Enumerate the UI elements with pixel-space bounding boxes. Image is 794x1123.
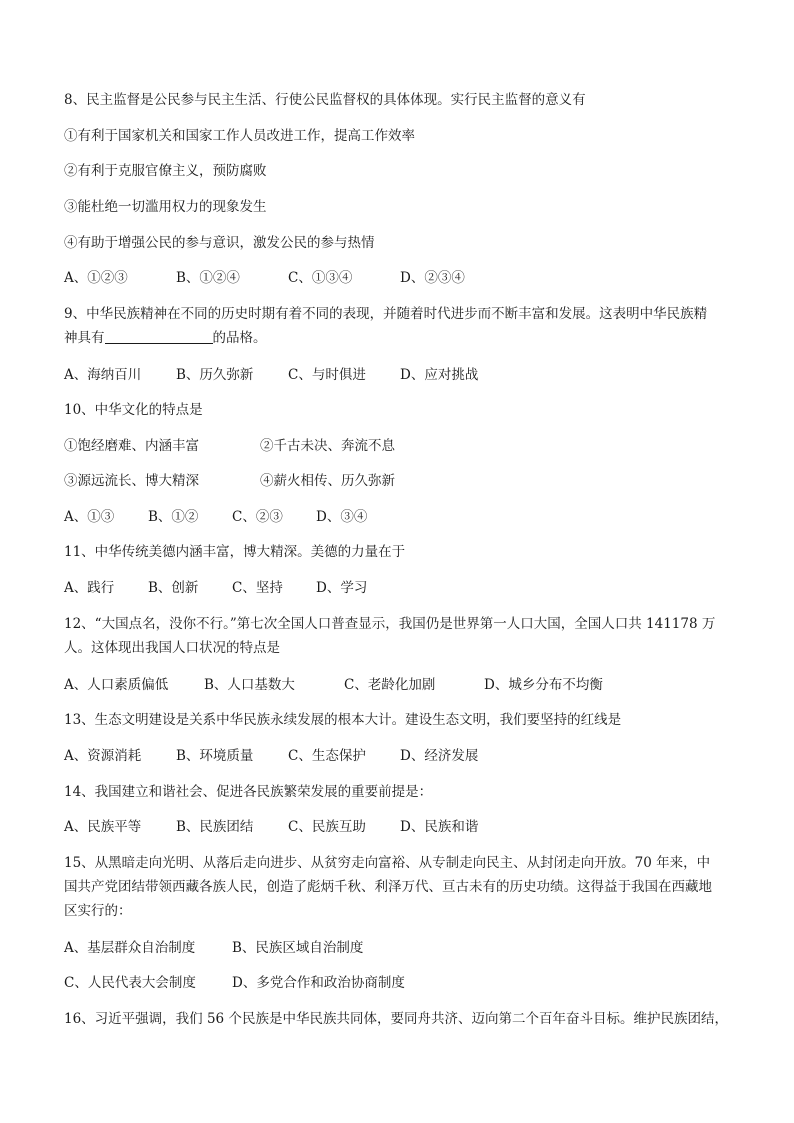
q8-option-a[interactable]: A、①②③ [64, 270, 128, 286]
q14-option-d[interactable]: D、民族和谐 [400, 819, 479, 835]
q14-stem: 14、我国建立和谐社会、促进各民族繁荣发展的重要前提是： [64, 784, 433, 800]
q12-option-c[interactable]: C、老龄化加剧 [344, 677, 436, 693]
q11-option-c[interactable]: C、坚持 [232, 580, 283, 596]
q15-stem-line-2: 国共产党团结带领西藏各族人民，创造了彪炳千秋、利泽万代、亘古未有的历史功绩。这得益于我国在西藏地 [64, 879, 712, 895]
q8-option-d[interactable]: D、②③④ [400, 270, 465, 286]
q14-option-b[interactable]: B、民族团结 [176, 819, 254, 835]
q8-item-3: ③能杜绝一切滥用权力的现象发生 [64, 199, 267, 215]
q8-option-c[interactable]: C、①③④ [288, 270, 353, 286]
q9-option-b[interactable]: B、历久弥新 [176, 367, 254, 383]
q15-option-c[interactable]: C、人民代表大会制度 [64, 975, 196, 991]
q10-item-1: ①饱经磨难、内涵丰富 [64, 438, 199, 454]
q13-option-b[interactable]: B、环境质量 [176, 748, 254, 764]
q10-option-b[interactable]: B、①② [148, 509, 199, 525]
q9-stem-before-blank: 神具有 [64, 330, 105, 346]
q12-option-a[interactable]: A、人口素质偏低 [64, 677, 169, 693]
q12-option-b[interactable]: B、人口基数大 [204, 677, 295, 693]
q10-item-2: ②千古未决、奔流不息 [260, 438, 395, 454]
q12-stem-line-1: 12、“大国点名，没你不行。”第七次全国人口普查显示，我国仍是世界第一人口大国，全国人口共 141178 万 [64, 616, 716, 632]
q8-item-1: ①有利于国家机关和国家工作人员改进工作，提高工作效率 [64, 128, 415, 144]
q13-stem: 13、生态文明建设是关系中华民族永续发展的根本大计。建设生态文明，我们要坚持的红线是 [64, 712, 622, 728]
q13-option-c[interactable]: C、生态保护 [288, 748, 366, 764]
q9-option-d[interactable]: D、应对挑战 [400, 367, 479, 383]
q10-stem: 10、中华文化的特点是 [64, 402, 203, 418]
q8-item-2: ②有利于克服官僚主义，预防腐败 [64, 163, 267, 179]
q8-option-b[interactable]: B、①②④ [176, 270, 240, 286]
q15-option-a[interactable]: A、基层群众自治制度 [64, 940, 196, 956]
q11-option-a[interactable]: A、践行 [64, 580, 115, 596]
q11-stem: 11、中华传统美德内涵丰富，博大精深。美德的力量在于 [64, 544, 406, 560]
q11-option-d[interactable]: D、学习 [316, 580, 368, 596]
q9-stem-line-2 [64, 328, 267, 348]
q10-option-c[interactable]: C、②③ [232, 509, 283, 525]
q15-option-d[interactable]: D、多党合作和政治协商制度 [232, 975, 405, 991]
q10-item-4: ④薪火相传、历久弥新 [260, 473, 395, 489]
q11-option-b[interactable]: B、创新 [148, 580, 199, 596]
q8-stem: 8、民主监督是公民参与民主生活、行使公民监督权的具体体现。实行民主监督的意义有 [64, 92, 586, 108]
q15-stem-line-1: 15、从黑暗走向光明、从落后走向进步、从贫穷走向富裕、从专制走向民主、从封闭走向开放。70 年来，中 [64, 855, 711, 871]
q13-option-a[interactable]: A、资源消耗 [64, 748, 142, 764]
q10-item-3: ③源远流长、博大精深 [64, 473, 199, 489]
q15-stem-line-3: 区实行的： [64, 903, 132, 919]
q14-option-c[interactable]: C、民族互助 [288, 819, 366, 835]
q9-option-c[interactable]: C、与时俱进 [288, 367, 366, 383]
q16-stem-line-1: 16、习近平强调，我们 56 个民族是中华民族共同体，要同舟共济、迈向第二个百年奋斗目标。维护民族团结， [64, 1011, 728, 1027]
answer-blank [105, 329, 213, 344]
q10-option-d[interactable]: D、③④ [316, 509, 368, 525]
q8-item-4: ④有助于增强公民的参与意识，激发公民的参与热情 [64, 235, 375, 251]
q12-option-d[interactable]: D、城乡分布不均衡 [484, 677, 603, 693]
q12-stem-line-2: 人。这体现出我国人口状况的特点是 [64, 640, 280, 656]
q10-option-a[interactable]: A、①③ [64, 509, 115, 525]
q15-option-b[interactable]: B、民族区域自治制度 [232, 940, 364, 956]
q14-option-a[interactable]: A、民族平等 [64, 819, 142, 835]
q9-stem-after-blank: 的品格。 [212, 330, 267, 346]
q9-option-a[interactable]: A、海纳百川 [64, 367, 142, 383]
q9-stem-line-1: 9、中华民族精神在不同的历史时期有着不同的表现，并随着时代进步而不断丰富和发展。这表明中华民族精 [64, 306, 708, 322]
q13-option-d[interactable]: D、经济发展 [400, 748, 479, 764]
